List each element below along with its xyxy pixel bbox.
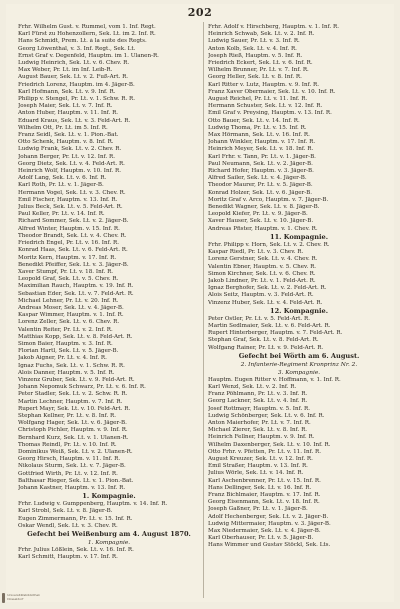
list-entry: Karl Frhr. v. Tann, Pr. Lt. v. 1. Jäger-B.	[208, 153, 316, 160]
list-entry: Jakob Aigner, Pr. Lt. v. 4. Inf. R.	[18, 355, 107, 362]
list-entry: Karl Wenzl, Sek. Lt. v. 2. Inf. R.	[208, 383, 297, 390]
list-entry: Wolfgang Rainer, Pr. Lt. v. 9. Feld-Art. R.	[208, 344, 324, 351]
list-entry: Johann Berger, Pr. Lt. v. 12. Inf. R.	[18, 153, 115, 160]
list-entry: Johann Nepomuk Schwarz, Pr. Lt. v. 6. Inf. R.	[18, 384, 146, 391]
list-entry: Alois Seitz, Hauptm. v. 3. Feld-Art. R.	[208, 292, 314, 299]
list-entry: Maximilian Rauch, Hauptm. v. 19. Inf. R.	[18, 283, 134, 290]
list-entry: Otto Schenk, Hauptm. v. 8. Inf. R.	[18, 139, 114, 146]
section-heading: 11. Kompagnie.	[269, 232, 328, 241]
list-entry: Hans Schmidt, Prem. Lt. à la suite des Regts.	[18, 38, 147, 45]
list-entry: Wilhelm Brunner, Pr. Lt. v. 7. Inf. R.	[208, 67, 309, 74]
list-entry: Simon Baier, Hauptm. v. 3. Inf. R.	[18, 340, 113, 347]
list-entry: Joseph Gaßner, Pr. Lt. v. 1. Jäger-B.	[208, 506, 308, 513]
list-entry: Georg Lackner, Sek. Lt. v. 4. Inf. R.	[208, 398, 308, 405]
section-heading: Gefecht bei Weißenburg am 4. August 1870.	[27, 530, 191, 539]
list-entry: Ludwig Schönberger, Sek. Lt. v. 6. Inf. R.	[208, 412, 325, 419]
list-entry: Karl Fürst zu Hohenzollern, Sek. Lt. im 2. Inf. R.	[18, 31, 156, 38]
list-entry: Valentin Ebner, Hauptm. v. 5. Chev. R.	[208, 263, 317, 270]
list-entry: Hermann Vogel, Sek. Lt. v. 3. Chev. R.	[18, 189, 126, 196]
list-entry: Moritz Kern, Hauptm. v. 17. Inf. R.	[18, 254, 117, 261]
list-entry: Heinrich Meyer, Sek. Lt. v. 18. Inf. R.	[208, 146, 314, 153]
list-entry: Valentin Reiter, Pr. Lt. v. 2. Inf. R.	[18, 326, 113, 333]
list-entry: Alfred Winter, Hauptm. v. 15. Inf. R.	[18, 225, 120, 232]
list-entry: Konrad Holzer, Sek. Lt. v. 6. Jäger-B.	[208, 189, 312, 196]
list-entry: Stephan Kellner, Pr. Lt. v. 8. Inf. R.	[18, 412, 117, 419]
list-entry: Peter Stadler, Sek. Lt. v. 2. Schw. R. R.	[18, 391, 128, 398]
list-entry: Michael Lehner, Pr. Lt. v. 20. Inf. R.	[18, 297, 119, 304]
page-number: 202	[187, 6, 213, 19]
list-entry: Ludwig Heinrich, Sek. Lt. v. 6. Chev. R.	[18, 60, 130, 67]
list-entry: Otto Frhr. v. Pfetten, Pr. Lt. v. 11. Inf. R.	[208, 448, 322, 455]
list-entry: Richard Hofer, Hauptm. v. 3. Jäger-B.	[208, 168, 314, 175]
list-entry: Ignaz Fuchs, Sek. Lt. v. 1. Schw. R. R.	[18, 362, 125, 369]
list-entry: Martin Sedlmaier, Sek. Lt. v. 6. Feld-Art. R.	[208, 322, 331, 329]
list-entry: Karl Hofmann, Sek. Lt. v. 9. Inf. R.	[18, 88, 116, 95]
list-entry: Heinrich Fellner, Hauptm. v. 9. Inf. R.	[208, 434, 315, 441]
list-entry: Otto Bauer, Sek. Lt. v. 14. Inf. R.	[208, 117, 300, 124]
list-entry: Heinrich Wolf, Hauptm. v. 10. Inf. R.	[18, 168, 121, 175]
list-entry: Benedikt Pfeiffer, Sek. Lt. v. 3. Jäger-B.	[18, 261, 129, 268]
list-entry: Gottfried Wirth, Pr. Lt. v. 12. Inf. R.	[18, 470, 118, 477]
list-entry: Eduard Kraus, Sek. Lt. v. 3. Feld-Art. R.	[18, 117, 131, 124]
list-entry: Vinzenz Huber, Sek. Lt. v. 4. Feld-Art. R.	[208, 299, 323, 306]
list-entry: Ludwig Sauer, Pr. Lt. v. 3. Inf. R.	[208, 38, 300, 45]
list-entry: Benedikt Wagner, Sek. Lt. v. 8. Jäger-B.	[208, 204, 320, 211]
list-entry: Peter Ostler, Pr. Lt. v. 5. Feld-Art. R.	[208, 315, 310, 322]
list-entry: Alfred Sailer, Sek. Lt. v. 4. Jäger-B.	[208, 175, 307, 182]
list-entry: Michael Zierer, Sek. Lt. v. 8. Inf. R.	[208, 427, 308, 434]
list-entry: Konrad Haas, Sek. Lt. v. 6. Feld-Art. R.	[18, 247, 128, 254]
section-subheading: 1. Kompagnie.	[87, 540, 131, 547]
list-entry: Franz Bichlmaier, Hauptm. v. 17. Inf. R.	[208, 491, 321, 498]
library-logo-icon	[2, 593, 5, 603]
list-entry: Julius Wörle, Sek. Lt. v. 14. Inf. R.	[208, 470, 304, 477]
list-entry: Karl Ritter v. Lutz, Hauptm. v. 9. Inf. R.	[208, 81, 320, 88]
section-heading: 1. Kompagnie.	[82, 492, 136, 501]
list-entry: Johann Kastner, Hauptm. v. 13. Inf. R.	[18, 485, 126, 491]
list-entry: Heinrich Schwab, Sek. Lt. v. 2. Inf. R.	[208, 31, 315, 38]
list-entry: Emil Straßer, Hauptm. v. 13. Inf. R.	[208, 463, 308, 470]
list-entry: Rupert Mayr, Sek. Lt. v. 10. Feld-Art. R.	[18, 405, 131, 412]
list-entry: Theodor Maurer, Pr. Lt. v. 5. Jäger-B.	[208, 182, 313, 189]
section-heading: Gefecht bei Wörth am 6. August.	[238, 351, 360, 360]
list-entry: Hermann Schuster, Sek. Lt. v. 12. Inf. R.	[208, 103, 323, 110]
document-page	[6, 4, 394, 602]
list-entry: Wilhelm Daxenberger, Sek. Lt. v. 10. Inf. R.	[208, 441, 331, 448]
list-entry: Hans Dellinger, Sek. Lt. v. 16. Inf. R.	[208, 484, 312, 491]
list-entry: Karl Strobl, Sek. Lt. v. 8. Jäger-B.	[18, 508, 113, 515]
list-entry: Paul Keller, Pr. Lt. v. 14. Inf. R.	[18, 211, 105, 218]
list-entry: Richard Sommer, Sek. Lt. v. 2. Jäger-B.	[18, 218, 129, 225]
list-entry: Franz Pöhlmann, Pr. Lt. v. 3. Inf. R.	[208, 391, 308, 398]
logo-line-1: Universitätsbibliothek	[7, 593, 40, 598]
list-entry: Adolf Hechenberger, Sek. Lt. v. 2. Jäger-B.	[208, 513, 329, 520]
list-entry: Joseph Maier, Sek. Lt. v. 7. Inf. R.	[18, 103, 113, 110]
list-entry: August Bauer, Sek. Lt. v. 2. Fuß-Art. R.	[18, 74, 129, 81]
list-entry: Dominikus Weiß, Sek. Lt. v. 2. Ulanen-R.	[18, 448, 133, 455]
list-entry: Georg Eisenmann, Sek. Lt. v. 18. Inf. R.	[208, 499, 320, 506]
section-heading: 12. Kompagnie.	[269, 306, 328, 315]
list-entry: Kaspar Riedl, Pr. Lt. v. 3. Chev. R.	[208, 249, 304, 256]
list-entry: Emil Graf v. Preysing, Hauptm. v. 13. Inf. R.	[208, 110, 332, 117]
list-entry: Philipp v. Stengel, Pr. Lt. v. 1. Schw. R. R.	[18, 96, 136, 103]
list-entry: Wolfgang Hager, Sek. Lt. v. 6. Jäger-B.	[18, 420, 127, 427]
list-entry: Leopold Graf, Sek. Lt. v. 5. Chev. R.	[18, 276, 119, 283]
list-entry: Lorenz Zeller, Sek. Lt. v. 6. Chev. R.	[18, 319, 120, 326]
list-entry: Georg Löwenthal, v. 3. Inf. Regt., Sek. Lt.	[18, 45, 136, 52]
list-entry: Frhr. Philipp v. Horn, Sek. Lt. v. 2. Chev. R.	[208, 241, 330, 248]
list-entry: Emil Fischer, Hauptm. v. 13. Inf. R.	[18, 196, 118, 203]
list-entry: Xaver Hauser, Sek. Lt. v. 10. Jäger-B.	[208, 218, 314, 225]
list-entry: Theodor Brandt, Sek. Lt. v. 4. Chev. R.	[18, 232, 127, 239]
list-entry: Julius Beck, Sek. Lt. v. 5. Feld-Art. R.	[18, 204, 123, 211]
list-entry: Karl Oberhauser, Pr. Lt. v. 5. Jäger-B.	[208, 535, 314, 542]
list-entry: Martin Lechner, Hauptm. v. 7. Inf. R.	[18, 398, 123, 405]
list-entry: Jakob Lindner, Pr. Lt. v. 1. Feld-Art. R.	[208, 277, 316, 284]
list-entry: Hauptm. Eugen Ritter v. Hoffmann, v. 1. Inf. R.	[208, 376, 341, 383]
list-entry: Ignaz Berghofer, Sek. Lt. v. 2. Feld-Art. R.	[208, 285, 327, 292]
list-entry: Friedrich Engel, Pr. Lt. v. 16. Inf. R.	[18, 240, 119, 247]
list-entry: Max Hörmann, Sek. Lt. v. 16. Inf. R.	[208, 132, 310, 139]
list-entry: Friedrich Lorenz, Hauptm. im 4. Jäger-B.	[18, 81, 135, 88]
list-entry: Frhr. Wilhelm Gust. v. Rummel, vom 1. Inf. Regt.	[18, 24, 156, 30]
list-entry: Leopold Kiefer, Pr. Lt. v. 9. Jäger-B.	[208, 211, 308, 218]
list-entry: Josef Rottmayr, Hauptm. v. 5. Inf. R.	[208, 405, 311, 412]
list-entry: Kaspar Wimmer, Hauptm. v. 1. Inf. R.	[18, 312, 124, 319]
list-entry: Johann Winkler, Hauptm. v. 17. Inf. R.	[208, 139, 316, 146]
list-entry: Balthasar Rieger, Sek. Lt. v. 1. Pion.-Bat.	[18, 477, 134, 484]
list-entry: Ludwig Mittermaier, Hauptm. v. 3. Jäger-B.	[208, 520, 331, 527]
list-entry: Franz Xaver Obermaier, Sek. Lt. v. 10. Inf. R.	[208, 88, 336, 95]
list-entry: Bernhard Kurz, Sek. Lt. v. 1. Ulanen-R.	[18, 434, 129, 441]
list-entry: Frhr. Adolf v. Hirschberg, Hauptm. v. 1. Inf. R.	[208, 24, 340, 30]
list-entry: Georg Hirsch, Hauptm. v. 11. Inf. R.	[18, 456, 121, 463]
logo-line-2: Düsseldorf	[7, 597, 24, 601]
library-logo	[2, 591, 40, 605]
list-entry: Friedrich Eckert, Sek. Lt. v. 6. Inf. R.	[208, 60, 313, 67]
list-entry: Paul Neumann, Sek. Lt. v. 2. Jäger-B.	[208, 160, 313, 167]
section-subheading: 2. Infanterie-Regiment Kronprinz Nr. 2.	[240, 361, 358, 368]
list-entry: Ludwig Thoma, Pr. Lt. v. 15. Inf. R.	[208, 124, 307, 131]
list-entry: Karl Roth, Pr. Lt. v. 1. Jäger-B.	[18, 182, 104, 189]
list-entry: Christoph Pichler, Hauptm. v. 9. Inf. R.	[18, 427, 128, 434]
list-entry: Alois Danner, Hauptm. v. 5. Inf. R.	[18, 369, 115, 376]
list-entry: Joseph Rieß, Hauptm. v. 5. Inf. R.	[208, 52, 303, 59]
list-entry: Moritz Graf v. Arco, Hauptm. v. 7. Jäger-B.	[208, 196, 329, 203]
list-entry: Anton Huber, Hauptm. v. 11. Inf. R.	[18, 110, 119, 117]
list-entry: Eugen Zimmermann, Pr. Lt. v. 15. Inf. R.	[18, 515, 133, 522]
list-entry: Florian Hartl, Sek. Lt. v. 5. Jäger-B.	[18, 348, 119, 355]
list-entry: Oskar Wendl, Sek. Lt. v. 3. Chev. R.	[18, 522, 118, 529]
list-entry: Andreas Pfister, Hauptm. v. 1. Chev. R.	[208, 225, 318, 232]
list-entry: Sebastian Eder, Sek. Lt. v. 7. Feld-Art. R.	[18, 290, 134, 297]
list-entry: Frhr. Julius Lößlein, Sek. Lt. v. 16. Inf. R.	[18, 547, 134, 554]
list-entry: Georg Heller, Sek. Lt. v. 8. Inf. R.	[208, 74, 302, 81]
list-entry: Andreas Moser, Sek. Lt. v. 4. Jäger-B.	[18, 304, 124, 311]
list-entry: Simon Kirchner, Sek. Lt. v. 6. Chev. R.	[208, 270, 316, 277]
list-entry: Ernst Graf v. Degenfeld, Hauptm. im 1. Ulanen-R.	[18, 52, 159, 59]
list-entry: Thomas Reindl, Pr. Lt. v. 10. Inf. R.	[18, 441, 117, 448]
right-column	[208, 24, 390, 598]
list-entry: Anton Maierhofer, Pr. Lt. v. 7. Inf. R.	[208, 419, 311, 426]
list-entry: Max Weber, Pr. Lt. im Inf. Leib-R.	[18, 67, 113, 74]
list-entry: Adolf Lang, Sek. Lt. v. 6. Inf. R.	[18, 175, 107, 182]
list-entry: Wilhelm Ott, Pr. Lt. im 5. Inf. R.	[18, 124, 108, 131]
list-entry: Xaver Stumpf, Pr. Lt. v. 18. Inf. R.	[18, 268, 114, 275]
list-entry: Stephan Graf, Sek. Lt. v. 8. Feld-Art. R.	[208, 337, 319, 344]
list-entry: Matthias Kopp, Sek. Lt. v. 8. Feld-Art. R.	[18, 333, 133, 340]
list-entry: August Reichel, Pr. Lt. v. 11. Inf. R.	[208, 96, 308, 103]
list-entry: Georg Dietz, Sek. Lt. v. 4. Feld-Art. R.	[18, 160, 125, 167]
list-entry: Karl Aschenbrenner, Pr. Lt. v. 15. Inf. R.	[208, 477, 321, 484]
list-entry: Lorenz Gerstner, Sek. Lt. v. 4. Chev. R.	[208, 256, 318, 263]
list-entry: Vinzenz Gruber, Sek. Lt. v. 9. Feld-Art. R.	[18, 376, 135, 383]
list-entry: Franz Seidl, Sek. Lt. v. 1. Pion.-Bat.	[18, 132, 119, 139]
section-subheading: 3. Kompagnie.	[277, 369, 321, 376]
column-divider	[203, 22, 204, 598]
list-entry: Anton Kolb, Sek. Lt. v. 4. Inf. R.	[208, 45, 297, 52]
left-column	[18, 24, 200, 598]
list-entry: Rupert Hinterberger, Hauptm. v. 7. Feld-Art. R.	[208, 330, 343, 337]
list-entry: Hans Wimmer und Gustav Stöckl, Sek. Lts.	[208, 542, 331, 549]
list-entry: Ludwig Frank, Sek. Lt. v. 2. Chev. R.	[18, 146, 122, 153]
list-entry: Max Niedermaier, Sek. Lt. v. 4. Jäger-B.	[208, 528, 321, 534]
list-entry: August Kreuzer, Sek. Lt. v. 12. Inf. R.	[208, 455, 313, 462]
list-entry: Nikolaus Sturm, Sek. Lt. v. 7. Jäger-B.	[18, 463, 126, 470]
list-entry: Frhr. Ludwig v. Gumppenberg, Hauptm. v. 14. Inf. R.	[18, 501, 168, 508]
list-entry: Karl Schmitt, Hauptm. v. 17. Inf. R.	[18, 554, 118, 561]
